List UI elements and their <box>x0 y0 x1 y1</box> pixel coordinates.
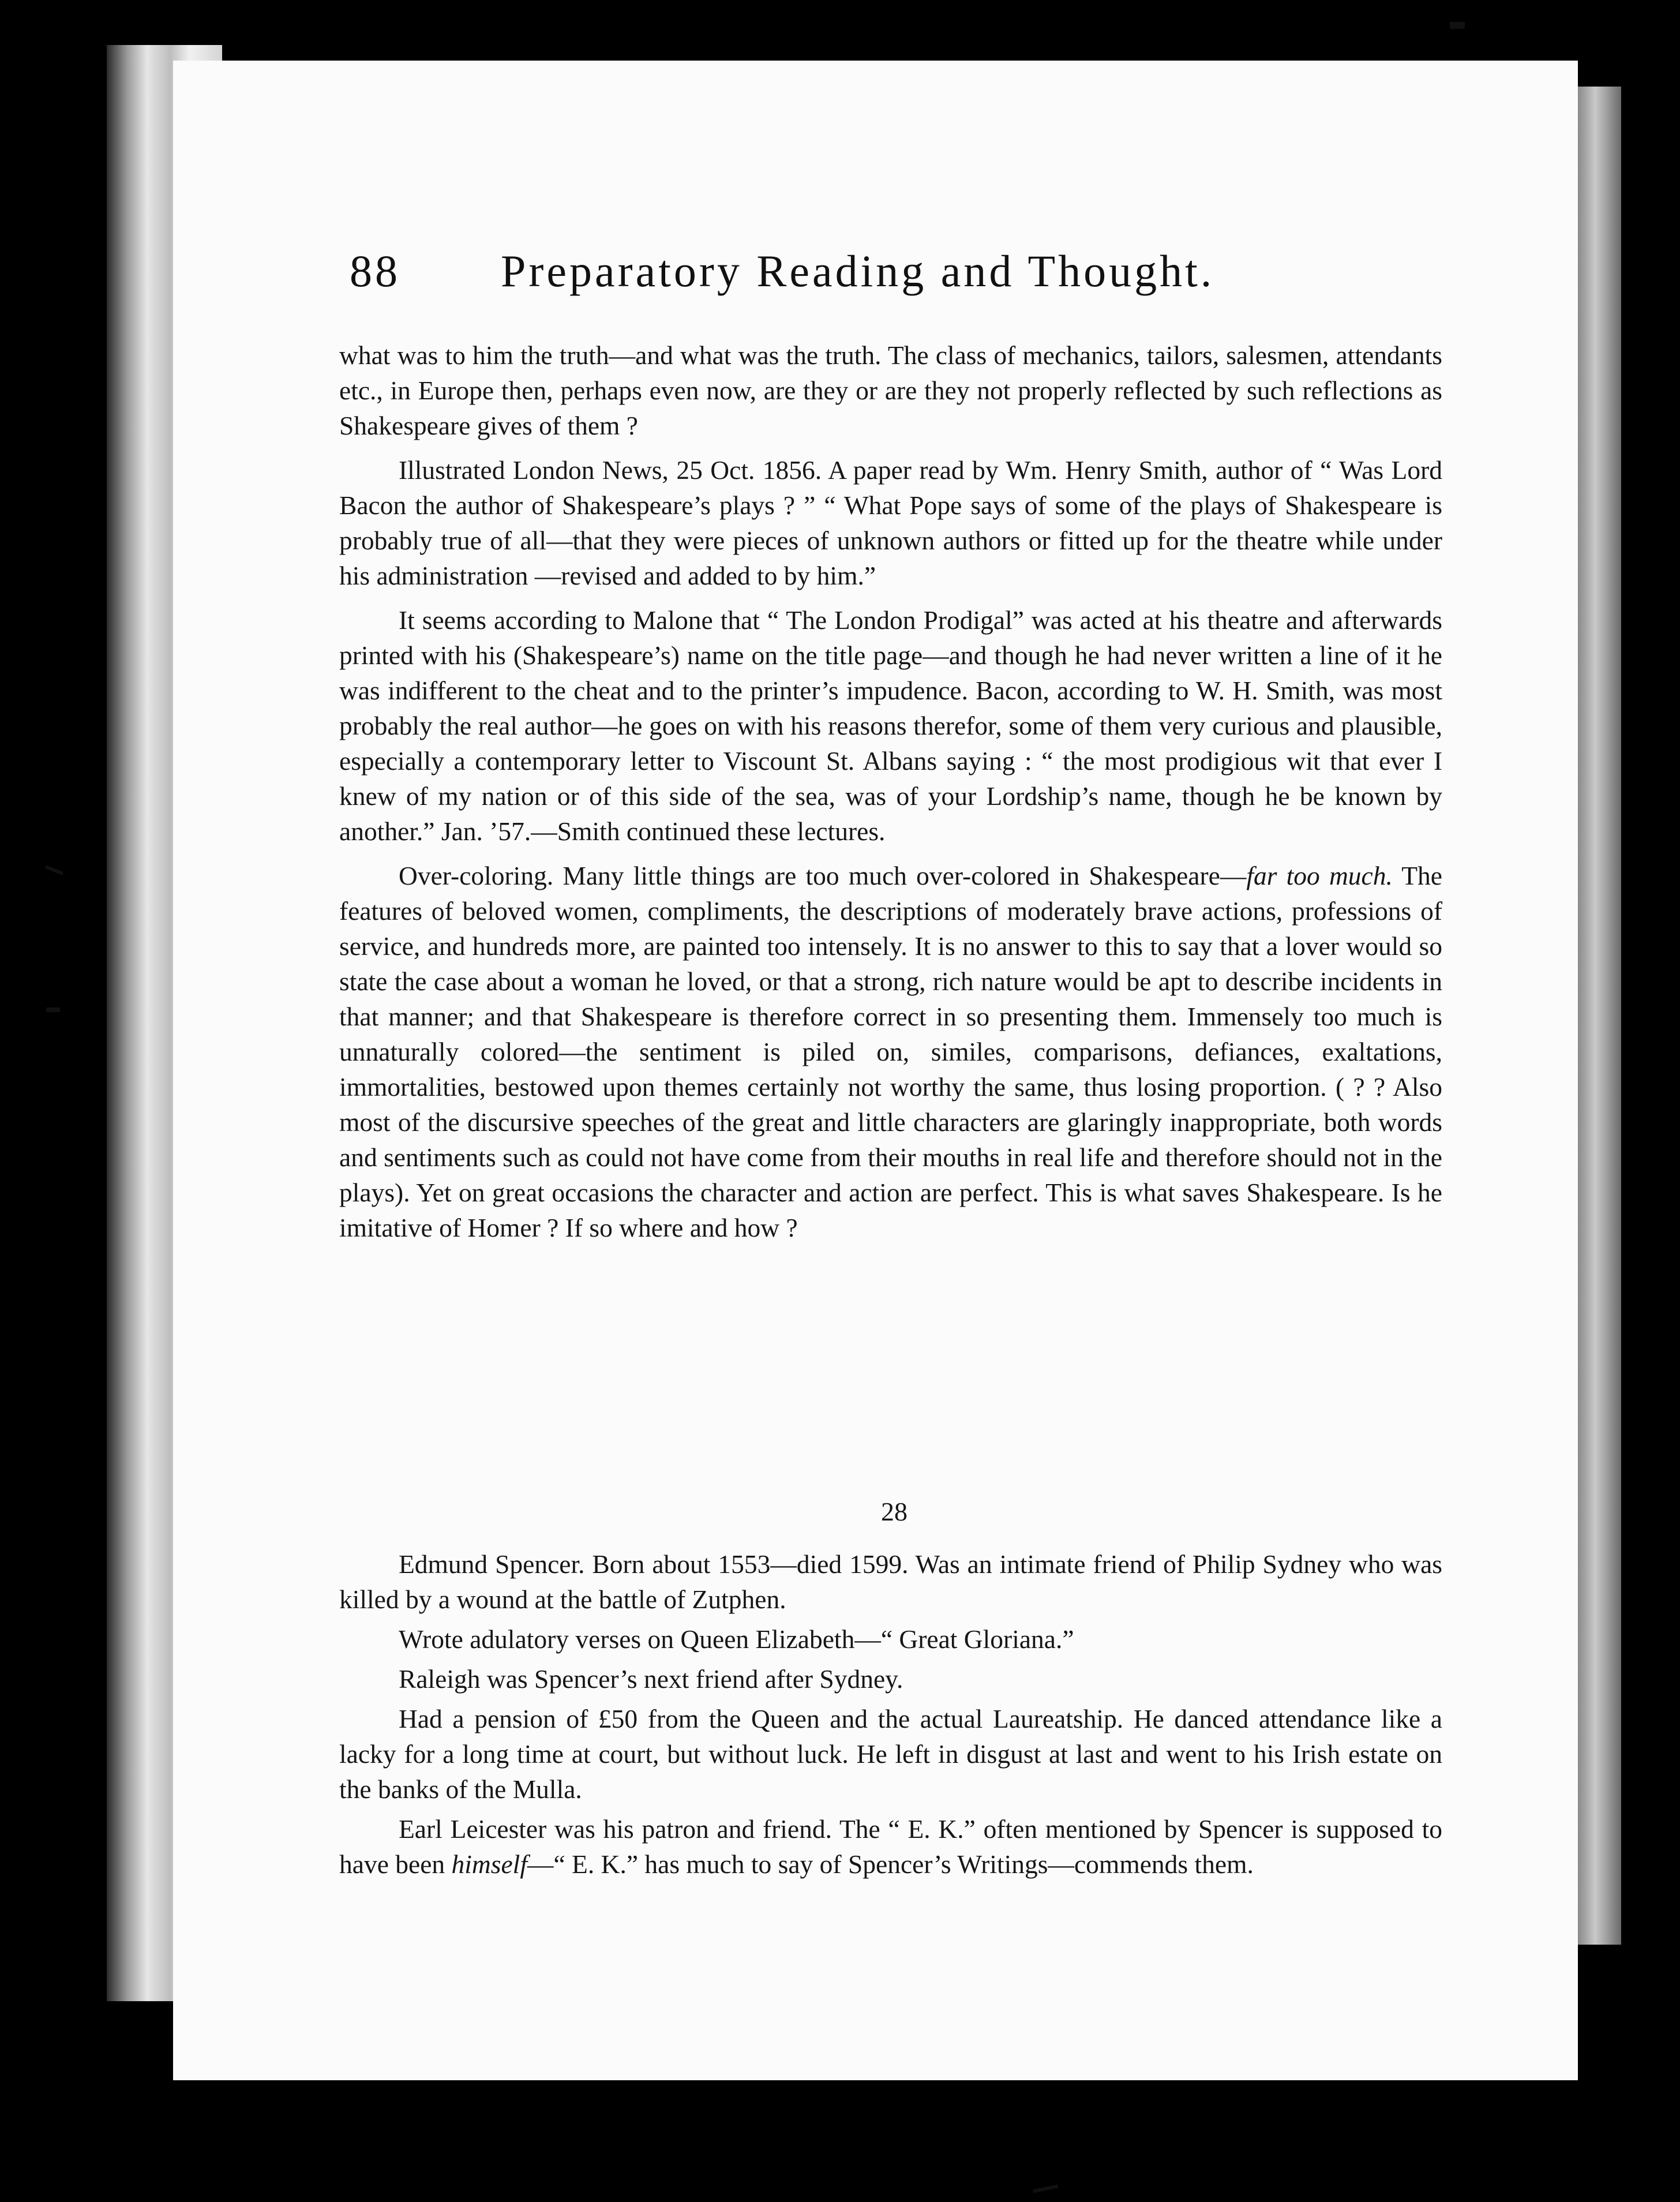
scan-speck <box>45 865 63 875</box>
body-text-bottom <box>339 1546 1442 1886</box>
leicester-italic: himself <box>451 1849 527 1879</box>
paragraph-illustrated-london-news: Illustrated London News, 25 Oct. 1856. A paper read by Wm. Henry Smith, author of “ Was Lord Bacon the author of Shakespeare’s plays ? ” “ What Pope says of some of the plays of Shakespeare is probably true of all—that they were pieces of unknown authors or fitted up for the theatre while under his administration —revised and added to by him.” <box>339 455 1442 590</box>
paragraph-continuation: what was to him the truth—and what was the truth. The class of mechanics, tailors, salesmen, attendants etc., in Europe then, perhaps even now, are they or are they not properly reflected by such reflections as Shakespeare gives of them ? <box>339 340 1442 440</box>
paragraph-malone: It seems according to Malone that “ The London Prodigal” was acted at his theatre and afterwards printed with his (Shakespeare’s) name on the title page—and though he had never written a line of it he was indifferent to the cheat and to the printer’s impudence. Bacon, according to W. H. Smith, was most probably the real author—he goes on with his reasons therefor, some of them very curious and plausible, especially a contemporary letter to Viscount St. Albans saying : “ the most prodigious wit that ever I knew of my nation or of this side of the sea, was of your Lordship’s name, though he be known by another.” Jan. ’57.—Smith continued these lectures. <box>339 605 1442 846</box>
body-text-top <box>339 338 1442 1254</box>
scan-speck <box>1450 22 1465 29</box>
running-head-title: Preparatory Reading and Thought. <box>501 246 1215 296</box>
leicester-text-start: Earl Leicester was his patron and friend. The “ E. K.” often mentioned by Spencer is supposed to have been <box>339 1814 1442 1879</box>
over-coloring-text-rest: The features of beloved women, compliments, the descriptions of moderately brave actions, professions of service, and hundreds more, are painted too intensely. It is no answer to this to say that a lover would so state the case about a woman he loved, or that a strong, rich nature would be apt to describe incidents in that manner; and that Shakespeare is therefore correct in so presenting them. Immensely too much is unnaturally colored—the sentiment is piled on, similes, comparisons, defiances, exaltations, immortalities, bestowed upon themes certainly not worthy the same, thus losing proportion. ( ? ? Also most of the discursive speeches of the great and little characters are glaringly inappropriate, both words and sentiments such as could not have come from their mouths in real life and therefore should not in the plays). Yet on great occasions the character and action are perfect. This is what saves Shakespeare. Is he imitative of Homer ? If so where and how ? <box>339 861 1442 1242</box>
section-number: 28 <box>881 1497 907 1526</box>
scan-speck <box>1033 2184 1058 2193</box>
over-coloring-italic: far too much. <box>1246 861 1393 890</box>
book-gutter-shadow <box>1578 87 1621 1945</box>
over-coloring-text-start: Over-coloring. Many little things are too much over-colored in Shakespeare— <box>399 861 1247 890</box>
paragraph-adulatory-verses: Wrote adulatory verses on Queen Elizabeth—“ Great Gloriana.” <box>399 1624 1074 1654</box>
paragraph-pension: Had a pension of £50 from the Queen and the actual Laureatship. He danced attendance like a lacky for a long time at court, but without luck. He left in disgust at last and went to his Irish estate on the banks of the Mulla. <box>339 1704 1442 1804</box>
page-number: 88 <box>350 246 400 296</box>
leicester-text-rest: —“ E. K.” has much to say of Spencer’s Writings—commends them. <box>527 1849 1254 1879</box>
scan-speck <box>46 1008 60 1012</box>
running-header <box>350 245 1377 314</box>
paragraph-over-coloring <box>339 858 1442 1245</box>
paragraph-raleigh: Raleigh was Spencer’s next friend after Sydney. <box>399 1664 903 1694</box>
paragraph-edmund-spencer: Edmund Spencer. Born about 1553—died 1599. Was an intimate friend of Philip Sydney who was killed by a wound at the battle of Zutphen. <box>339 1549 1442 1614</box>
paragraph-leicester <box>339 1811 1442 1882</box>
